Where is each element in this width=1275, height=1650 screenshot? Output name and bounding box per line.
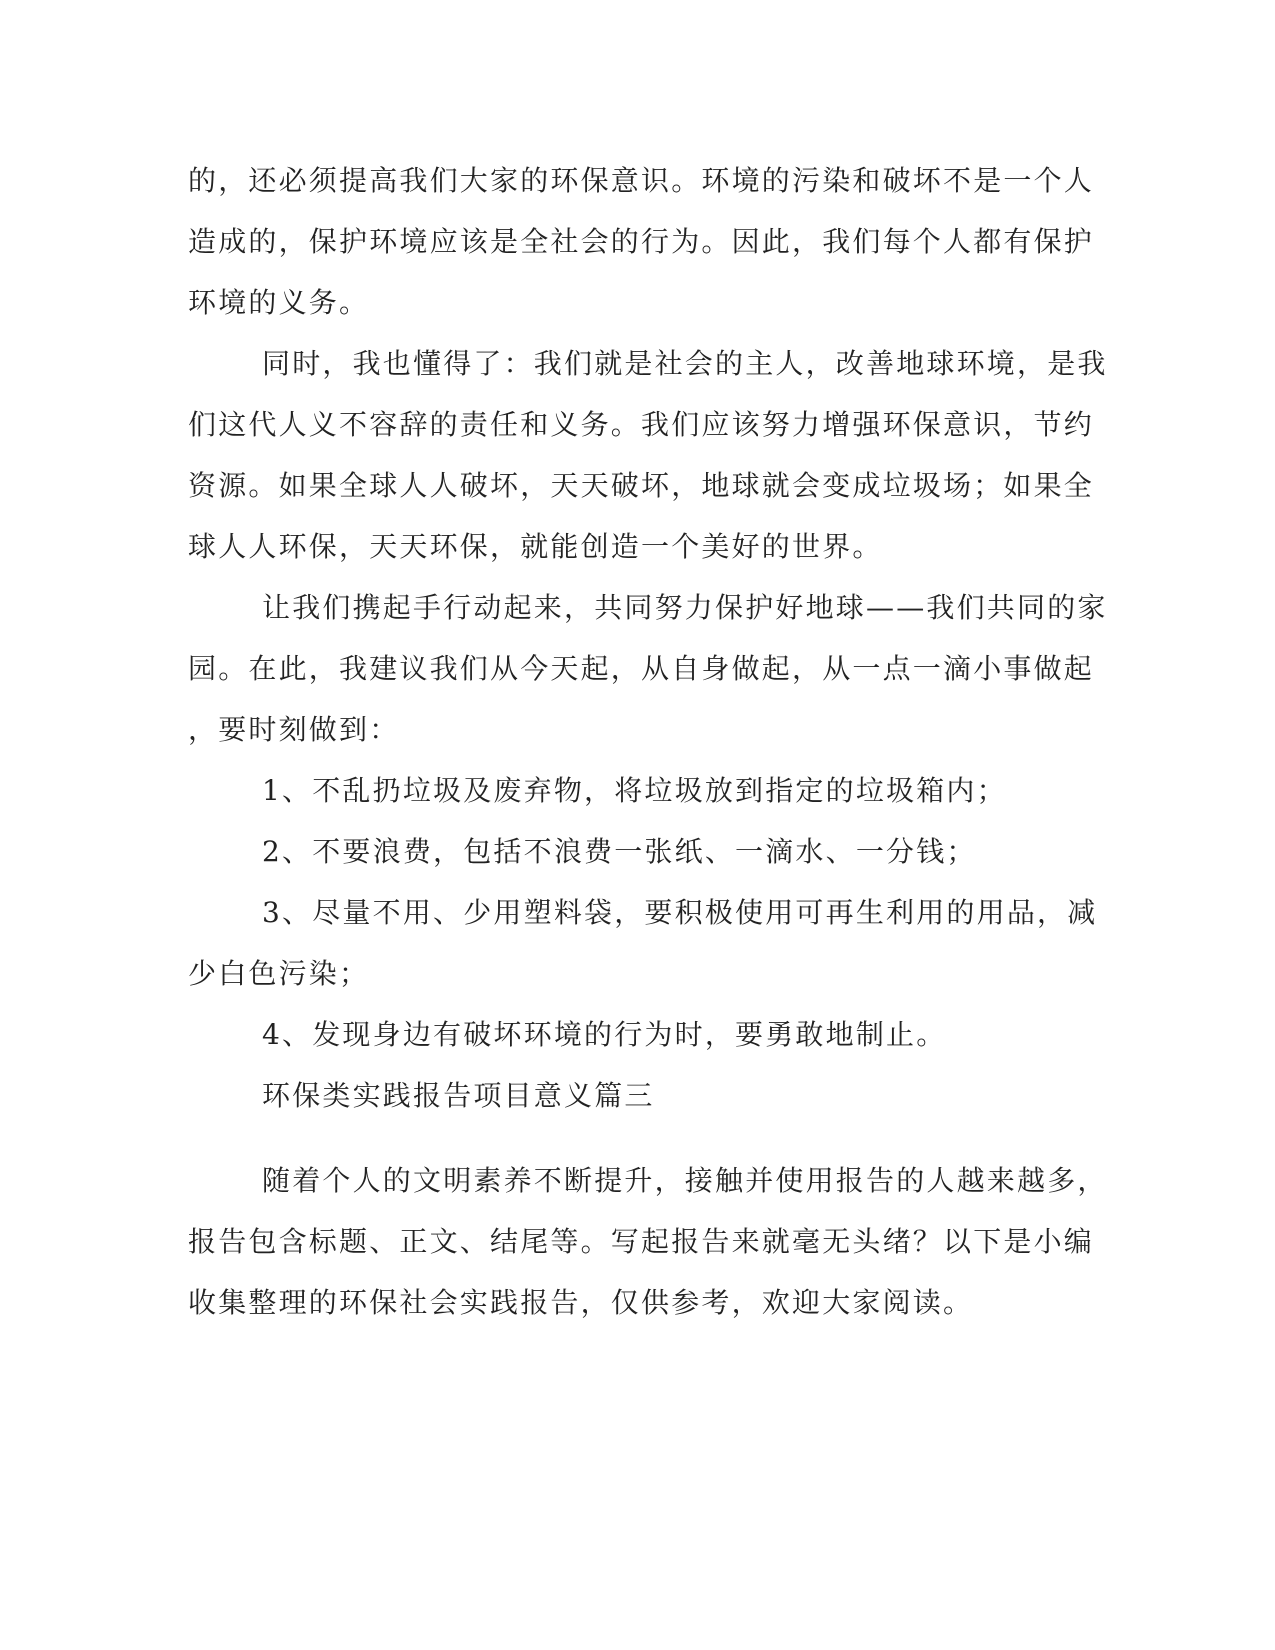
paragraph-1-line-2: 造成的，保护环境应该是全社会的行为。因此，我们每个人都有保护 (188, 225, 1095, 258)
paragraph-2-line-1: 同时，我也懂得了：我们就是社会的主人，改善地球环境，是我 (262, 347, 1108, 380)
paragraph-2-line-2: 们这代人义不容辞的责任和义务。我们应该努力增强环保意识，节约 (188, 408, 1095, 441)
paragraph-1-line-3: 环境的义务。 (188, 286, 370, 319)
intro-line-3: 收集整理的环保社会实践报告，仅供参考，欢迎大家阅读。 (188, 1286, 974, 1319)
section-title: 环保类实践报告项目意义篇三 (262, 1079, 655, 1112)
list-item-1: 1、不乱扔垃圾及废弃物，将垃圾放到指定的垃圾箱内； (262, 774, 1007, 807)
list-item-3-line-2: 少白色污染； (188, 957, 370, 990)
body-text (188, 150, 1108, 1126)
paragraph-2-line-3: 资源。如果全球人人破坏，天天破坏，地球就会变成垃圾场；如果全 (188, 469, 1095, 502)
intro-line-2: 报告包含标题、正文、结尾等。写起报告来就毫无头绪？以下是小编 (188, 1225, 1095, 1258)
paragraph-1-line-1: 的，还必须提高我们大家的环保意识。环境的污染和破坏不是一个人 (188, 164, 1095, 197)
list-item-4: 4、发现身边有破坏环境的行为时，要勇敢地制止。 (262, 1018, 947, 1051)
intro-line-1: 随着个人的文明素养不断提升，接触并使用报告的人越来越多， (262, 1164, 1108, 1197)
intro-text (188, 1150, 1108, 1333)
paragraph-2-line-4: 球人人环保，天天环保，就能创造一个美好的世界。 (188, 530, 883, 563)
list-item-2: 2、不要浪费，包括不浪费一张纸、一滴水、一分钱； (262, 835, 977, 868)
list-item-3-line-1: 3、尽量不用、少用塑料袋，要积极使用可再生利用的用品，减 (262, 896, 1098, 929)
paragraph-3-line-2: 园。在此，我建议我们从今天起，从自身做起，从一点一滴小事做起 (188, 652, 1095, 685)
paragraph-3-line-1: 让我们携起手行动起来，共同努力保护好地球——我们共同的家 (262, 591, 1108, 624)
paragraph-3-line-3: ，要时刻做到： (188, 713, 400, 746)
